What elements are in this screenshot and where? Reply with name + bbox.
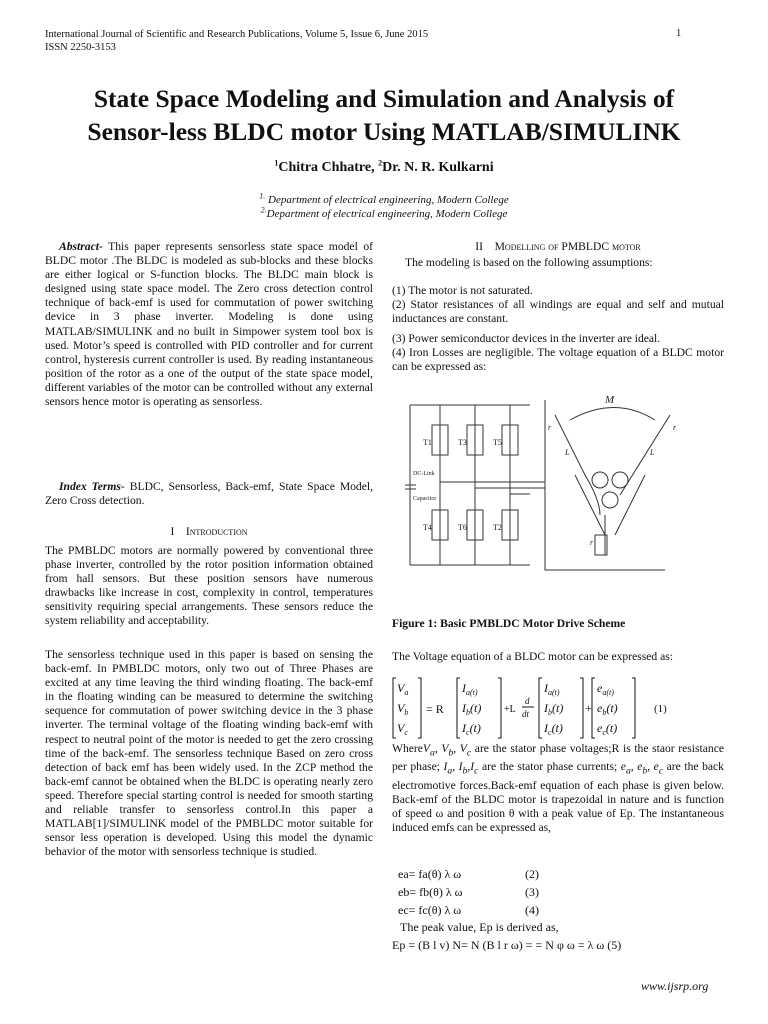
aff1-sup: 1. — [259, 191, 266, 201]
sec1-title: Introduction — [185, 525, 248, 538]
eq-plus: + — [585, 701, 592, 715]
title-line-2: Sensor-less BLDC motor Using MATLAB/SIMULINK — [87, 117, 681, 146]
title-line-1: State Space Modeling and Simulation and Analysis of — [93, 84, 675, 113]
eq-ec: $e_c(t)$ — [597, 721, 618, 737]
where-a: Where — [392, 742, 423, 755]
bracket-e-right — [632, 678, 635, 738]
equation-1 — [392, 676, 692, 740]
eq-ib-2: $I_b(t)$ — [544, 701, 564, 717]
footer-website[interactable]: www.ijsrp.org — [641, 979, 709, 993]
emf-source-c — [612, 472, 628, 488]
emf-eq-b-number: (3) — [525, 885, 539, 899]
label-dc-link: DC-Link — [413, 471, 435, 477]
authors — [0, 160, 768, 176]
eq-ib: $I_b(t)$ — [462, 701, 482, 717]
bracket-i1-right — [498, 678, 501, 738]
eq-d: d — [525, 696, 530, 706]
emf-source-a — [592, 472, 608, 488]
eq-equals-r: = R — [426, 702, 444, 716]
author2: Dr. N. R. Kulkarni — [382, 160, 494, 175]
emf-eq-c-number: (4) — [525, 903, 539, 917]
issn: ISSN 2250-3153 — [45, 42, 116, 53]
bracket-v-left — [393, 678, 396, 738]
mutual-arc — [570, 408, 655, 421]
label-t6: T6 — [458, 523, 467, 532]
motor-drive-circuit-figure — [405, 385, 695, 585]
aff1-text: Department of electrical engineering, Modern College — [265, 194, 509, 206]
mutual-arrows — [575, 475, 645, 535]
emf-source-b — [602, 492, 618, 508]
where-d: are the back electromotive forces.Back-emf equation of each phase is given below. Back-emf of the BLDC motor is trapezoidal in nature and is function of speed ω and position θ with a peak value of Ep. The instantaneous induced emfs can be expressed as, — [392, 760, 724, 835]
label-rb: r — [590, 538, 594, 547]
label-m: M — [605, 394, 615, 406]
label-la: L — [565, 448, 570, 457]
assumption-1: (1) The motor is not saturated. — [392, 284, 533, 297]
label-t5: T5 — [493, 438, 502, 447]
emf-eq-b: eb= fb(θ) λ ω — [398, 885, 463, 899]
eq-va: $V_a$ — [397, 681, 409, 697]
figure-caption: Figure 1: Basic PMBLDC Motor Drive Scheme — [392, 617, 626, 630]
intro-paragraph-1: The PMBLDC motors are normally powered by conventional three phase inverter, controlled by the rotor position information obtained from hall sensors. But these position sensors have numerous drawbacks like increase in cost, complexity in control, temperatures sensitivity requiring special arrangements. These sensors reduce the system reliability and acceptability. — [45, 544, 373, 628]
affiliation-1 — [0, 191, 768, 206]
eq-vb: $V_b$ — [397, 701, 409, 717]
affiliation-2 — [0, 205, 768, 220]
emf-eq-c: ec= fc(θ) λ ω — [398, 903, 462, 917]
eq-ia: $I_{a(t)}$ — [462, 681, 478, 697]
aff2-text: Department of electrical engineering, Modern College — [266, 208, 508, 220]
index-terms — [45, 480, 373, 508]
bracket-i1-left — [457, 678, 460, 738]
journal-header: International Journal of Scientific and Research Publications, Volume 5, Issue 6, June 2015 — [45, 29, 429, 40]
where-b: are the stator phase voltages;R is the staor resistance per phase; — [392, 742, 724, 774]
emf-eq-a-number: (2) — [525, 867, 539, 881]
intro-paragraph-2: The sensorless technique used in this paper is based on sensing the back-emf. In PMBLDC motors, only two out of Three Phases are excited at any time leaving the third winding floating. The back-emf in the floating winding can be measured to determine the switching sequence for commutation of power switching device in the 3 phase inverter. The terminal voltage of the floating winding back-emf with respect to neutral point of the motor is needed to get the zero crossing time of the back-emf. The sensorless technique Based on zero cross detection of back emf has been widely used. In the ZCP method the back-emf cannot be obtained when the BLDC is operating nearly zero speed. Therefore special starting control is needed for smooth starting and reliable transfer to sensorless control.In this paper a MATLAB[1]/SIMULINK model of the PMBLDC motor suitable for sensor less operation is developed. Using this model the dynamic behavior of the motor with sensorless technique is studied. — [45, 648, 373, 859]
label-t1: T1 — [423, 438, 432, 447]
label-capacitor: Capacitor — [413, 496, 437, 502]
eq-plus-l: +L — [504, 704, 516, 715]
sec1-number: I — [170, 525, 175, 538]
label-t4: T4 — [423, 523, 432, 532]
bracket-i2-left — [539, 678, 542, 738]
assumptions-intro: The modeling is based on the following assumptions: — [405, 256, 653, 269]
section-2-heading — [392, 240, 724, 254]
index-text: - BLDC, Sensorless, Back-emf, State Space Model, Zero Cross detection. — [45, 480, 373, 508]
eq-dt: dt — [522, 709, 530, 719]
paper-title — [30, 82, 738, 148]
section-1-heading — [45, 525, 373, 539]
bracket-e-left — [592, 678, 595, 738]
label-ra: r — [548, 423, 552, 432]
abstract-text: This paper represents sensorless state space model of BLDC motor .The BLDC is modeled as sub-blocks and these blocks are either logical or S-function blocks. The BLDC main block is designed using state space model. The Zero cross detection control technique of back-emf is used for commutation of power switching device in 3 phase inverter. Modeling is done using MATLAB/SIMULINK and no built in Simpower system tool box is used. Motor’s speed is controlled with PID controller and for current control, hysteresis current controller is used. By reading instantaneous position of the rotor as a one of the output of the state space model, different variables of the motor can be controlled without any external sensors hence motor is operating as sensorless. — [45, 240, 373, 409]
sec2-title: Modelling of PMBLDC motor — [494, 240, 641, 253]
label-t3: T3 — [458, 438, 467, 447]
sec2-number: II — [475, 240, 484, 253]
where-c: are the stator phase currents; — [478, 760, 621, 774]
peak-text: The peak value, Ep is derived as, — [400, 920, 559, 934]
assumption-2: (2) Stator resistances of all windings are equal and self and mutual inductances are constant. — [392, 298, 724, 326]
author1-sup: 1 — [274, 158, 279, 168]
winding-a — [555, 415, 600, 515]
label-rc: r — [673, 423, 677, 432]
eq-ic-2: $I_c(t)$ — [544, 721, 563, 737]
eq-vc: $V_c$ — [397, 721, 408, 737]
page-number: 1 — [676, 28, 682, 39]
abstract-label: Abstract- — [59, 240, 103, 253]
where-paragraph: WhereV$_a$, $V_b$, $V_c$ are the stator phase voltages;R is the staor resistance per phase; $I_a$, $I_b,I_c$ are the stator phase currents; $e_a$, $e_b$, $e_c$ are the back electromotive forces.Back-emf equation of each phase is given below. Back-emf of the BLDC motor is trapezoidal in nature and is function of speed ω and position θ with a peak value of Ep. The instantaneous induced emfs can be expressed as, — [392, 742, 724, 835]
eq-ea: $e_{a(t)}$ — [597, 681, 614, 697]
author1: Chitra Chhatre, — [278, 160, 379, 175]
eq1-number: (1) — [654, 703, 667, 715]
eq-ic: $I_c(t)$ — [462, 721, 481, 737]
bracket-i2-right — [580, 678, 583, 738]
aff2-sup: 2. — [260, 205, 267, 215]
label-lc: L — [650, 448, 655, 457]
assumption-4: (4) Iron Losses are negligible. The voltage equation of a BLDC motor can be expressed as: — [392, 346, 724, 374]
label-t2: T2 — [493, 523, 502, 532]
peak-equation: Ep = (B l v) N= N (B l r ω) = = N φ ω = λ ω (5) — [392, 938, 622, 952]
emf-eq-a: ea= fa(θ) λ ω — [398, 867, 462, 881]
voltage-intro: The Voltage equation of a BLDC motor can be expressed as: — [392, 650, 673, 663]
assumption-3: (3) Power semiconductor devices in the inverter are ideal. — [392, 332, 661, 345]
author2-sup: 2 — [378, 158, 383, 168]
bracket-v-right — [418, 678, 421, 738]
eq-ia-2: $I_{a(t)}$ — [544, 681, 560, 697]
abstract — [45, 240, 373, 409]
eq-eb: $e_b(t)$ — [597, 701, 618, 717]
index-label: Index Terms — [59, 480, 121, 493]
